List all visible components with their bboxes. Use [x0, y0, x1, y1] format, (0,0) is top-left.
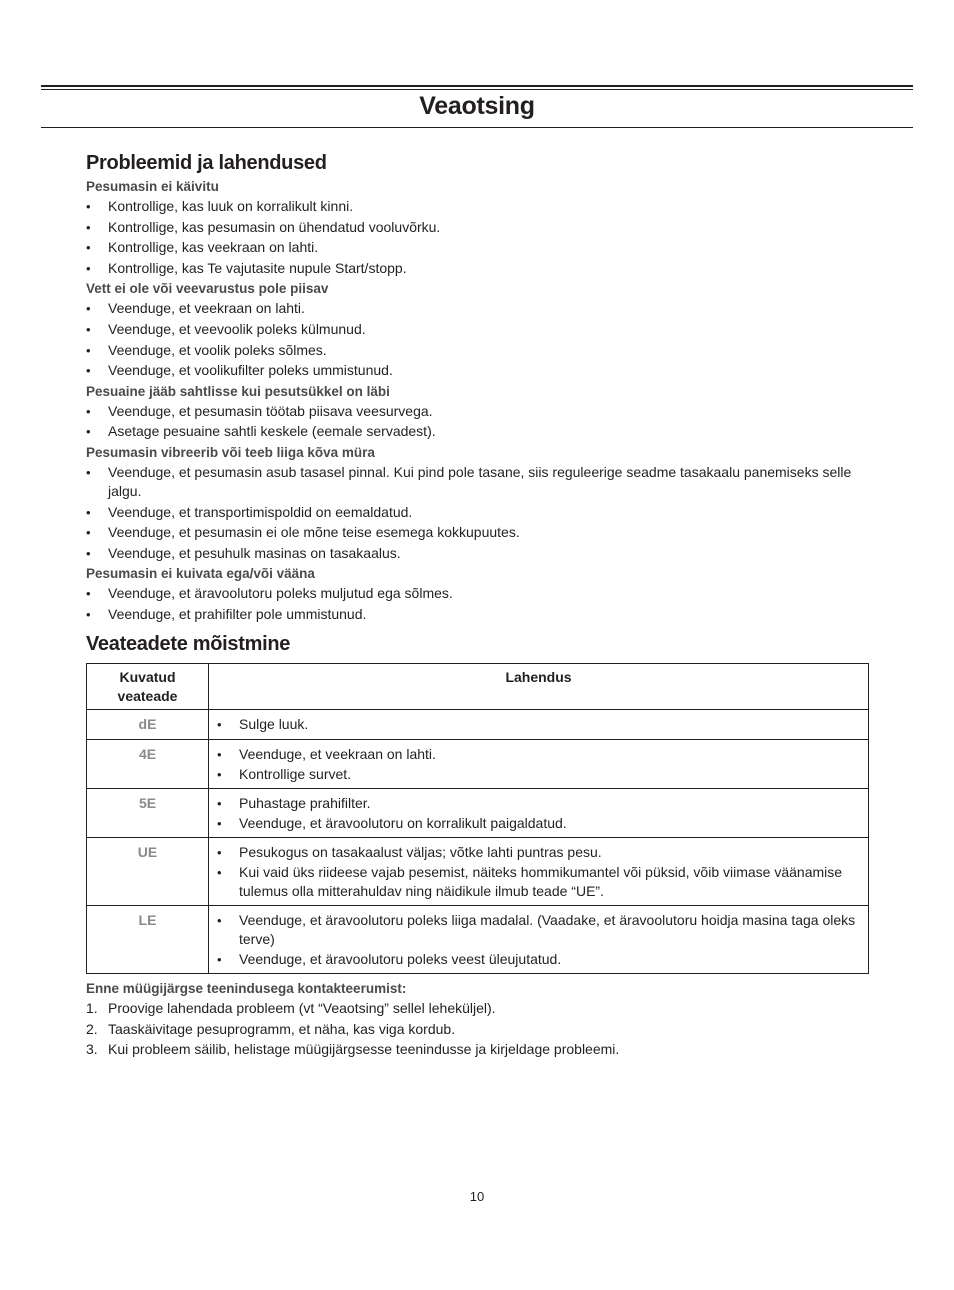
- problem-list: [86, 197, 870, 278]
- list-item: • Asetage pesuaine sahtli keskele (eemale servadest).: [86, 422, 870, 441]
- problem-list: [86, 402, 870, 442]
- list-item: • Veenduge, et veekraan on lahti.: [86, 299, 870, 318]
- problem-title: Pesumasin ei kuivata ega/või vääna: [86, 566, 315, 582]
- problem-group-spin: [86, 564, 870, 624]
- table-row: [87, 837, 869, 905]
- error-solution: [209, 905, 869, 973]
- list-item: • Veenduge, et prahifilter pole ummistunud.: [86, 605, 870, 624]
- list-item: • Veenduge, et pesumasin ei ole mõne teise esemega kokkupuutes.: [86, 523, 870, 542]
- list-item: • Kui vaid üks riideese vajab pesemist, näiteks hommikumantel või püksid, võib viimase väänamise tulemus olla mitterahuldav ning näidikule ilmub teade “UE”.: [217, 863, 860, 901]
- list-item: • Kontrollige, kas pesumasin on ühendatud vooluvõrku.: [86, 218, 870, 237]
- error-code: LE: [87, 905, 209, 973]
- error-code: dE: [87, 709, 209, 739]
- error-codes-table: [86, 663, 869, 974]
- table-row: [87, 739, 869, 788]
- list-item: • Kontrollige, kas veekraan on lahti.: [86, 238, 870, 257]
- error-solution: [209, 709, 869, 739]
- problem-list: [86, 463, 870, 563]
- list-item: • Veenduge, et äravoolutoru poleks liiga madalal. (Vaadake, et äravoolutoru hoidja masina taga oleks terve): [217, 911, 860, 949]
- main-content: [86, 150, 870, 1061]
- service-title: Enne müügijärgse teenindusega kontakteerumist:: [86, 980, 407, 996]
- problem-group-detergent: [86, 382, 870, 442]
- list-item: • Puhastage prahifilter.: [217, 794, 860, 813]
- page-title: Veaotsing: [419, 92, 535, 120]
- problem-list: [86, 299, 870, 380]
- table-row: [87, 905, 869, 973]
- list-item: • Veenduge, et veevoolik poleks külmunud.: [86, 320, 870, 339]
- step-text: Proovige lahendada probleem (vt “Veaotsing” sellel leheküljel).: [108, 999, 496, 1016]
- column-header-code: Kuvatud veateade: [87, 663, 209, 709]
- step-text: Kui probleem säilib, helistage müügijärgsesse teenindusse ja kirjeldage probleemi.: [108, 1041, 620, 1058]
- list-item: [86, 1040, 870, 1059]
- list-item: • Veenduge, et pesumasin töötab piisava veesurvega.: [86, 402, 870, 421]
- errors-heading: Veateadete mõistmine: [86, 632, 291, 655]
- step-number: 3.: [86, 1041, 98, 1058]
- list-item: • Veenduge, et transportimispoldid on eemaldatud.: [86, 503, 870, 522]
- problem-group-no-water: [86, 279, 870, 380]
- problem-list: [86, 584, 870, 624]
- error-code: 4E: [87, 739, 209, 788]
- list-item: • Veenduge, et pesuhulk masinas on tasakaalus.: [86, 544, 870, 563]
- header-rule-bottom: [41, 127, 913, 128]
- problem-title: Pesumasin vibreerib või teeb liiga kõva müra: [86, 444, 375, 460]
- problems-heading: Probleemid ja lahendused: [86, 152, 327, 174]
- header-rule-top: [41, 85, 913, 87]
- list-item: [86, 1020, 870, 1039]
- problem-group-vibration: [86, 443, 870, 563]
- list-item: • Kontrollige, kas Te vajutasite nupule Start/stopp.: [86, 259, 870, 278]
- error-code: UE: [87, 837, 209, 905]
- list-item: • Veenduge, et äravoolutoru poleks muljutud ega sõlmes.: [86, 584, 870, 603]
- list-item: • Kontrollige, kas luuk on korralikult kinni.: [86, 197, 870, 216]
- problem-group-no-start: [86, 177, 870, 278]
- table-header-row: [87, 663, 869, 709]
- list-item: [86, 999, 870, 1018]
- table-row: [87, 788, 869, 837]
- list-item: • Pesukogus on tasakaalust väljas; võtke lahti puntras pesu.: [217, 843, 860, 862]
- list-item: • Veenduge, et äravoolutoru on korralikult paigaldatud.: [217, 814, 860, 833]
- error-code: 5E: [87, 788, 209, 837]
- error-solution: [209, 837, 869, 905]
- page-number: 10: [469, 1189, 485, 1204]
- problem-title: Vett ei ole või veevarustus pole piisav: [86, 281, 329, 297]
- step-number: 2.: [86, 1020, 98, 1037]
- list-item: • Veenduge, et pesumasin asub tasasel pinnal. Kui pind pole tasane, siis reguleerige seadme tasakaalu panemiseks selle jalgu.: [86, 463, 870, 501]
- error-solution: [209, 788, 869, 837]
- service-steps: [86, 999, 870, 1059]
- list-item: • Veenduge, et voolikufilter poleks ummistunud.: [86, 361, 870, 380]
- header-rule-top-thin: [41, 89, 913, 90]
- list-item: • Sulge luuk.: [217, 715, 860, 734]
- list-item: • Veenduge, et voolik poleks sõlmes.: [86, 341, 870, 360]
- step-text: Taaskäivitage pesuprogramm, et näha, kas viga kordub.: [108, 1020, 456, 1037]
- list-item: • Kontrollige survet.: [217, 765, 860, 784]
- list-item: • Veenduge, et veekraan on lahti.: [217, 745, 860, 764]
- list-item: • Veenduge, et äravoolutoru poleks veest üleujutatud.: [217, 950, 860, 969]
- problem-title: Pesumasin ei käivitu: [86, 179, 219, 194]
- problem-title: Pesuaine jääb sahtlisse kui pesutsükkel on läbi: [86, 383, 390, 399]
- error-solution: [209, 739, 869, 788]
- column-header-solution: Lahendus: [209, 663, 869, 709]
- table-row: [87, 709, 869, 739]
- step-number: 1.: [86, 999, 98, 1016]
